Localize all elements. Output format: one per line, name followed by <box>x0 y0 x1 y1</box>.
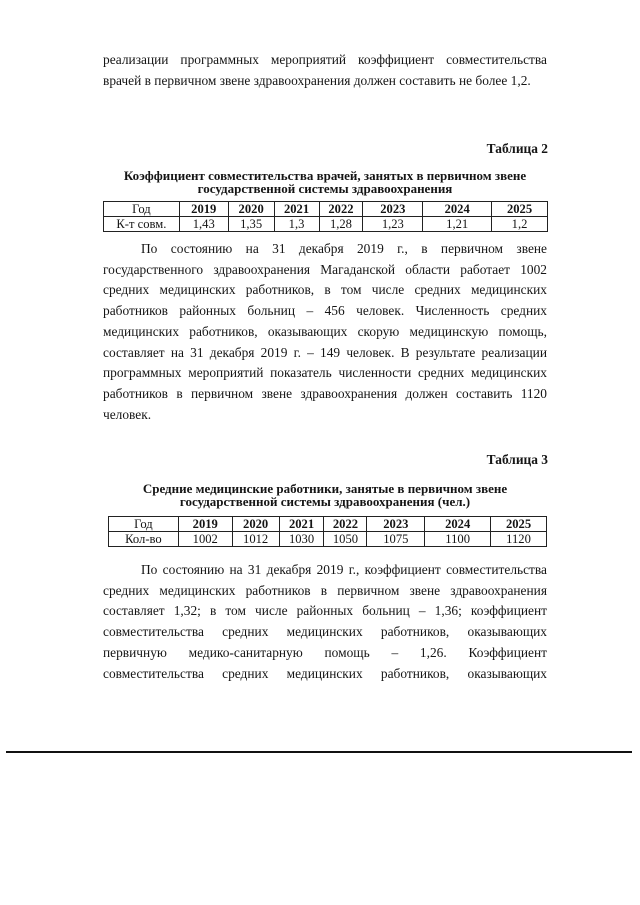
table3-value: 1120 <box>491 532 547 547</box>
table3-year: 2023 <box>367 517 425 532</box>
table3-caption-line2: государственной системы здравоохранения (чел.) <box>179 494 471 509</box>
table3-year: 2020 <box>232 517 279 532</box>
table2-year: 2024 <box>423 202 492 217</box>
table2-caption-line2: государственной системы здравоохранения <box>197 181 453 196</box>
table3-value: 1075 <box>367 532 425 547</box>
table2-year: 2023 <box>363 202 423 217</box>
table3-value: 1012 <box>232 532 279 547</box>
table3-year: 2022 <box>324 517 367 532</box>
table3-label: Таблица 3 <box>486 452 548 467</box>
table3-value: 1100 <box>425 532 491 547</box>
table3-year: 2019 <box>178 517 232 532</box>
table2 <box>103 201 548 232</box>
table2-row-label: К-т совм. <box>104 217 180 232</box>
table2-value: 1,21 <box>423 217 492 232</box>
table3-header-row <box>109 517 547 532</box>
table2-value: 1,2 <box>492 217 548 232</box>
table3 <box>108 516 547 547</box>
table2-value: 1,35 <box>228 217 274 232</box>
table3-value: 1030 <box>279 532 324 547</box>
table2-caption-line1: Коэффициент совместительства врачей, занятых в первичном звене <box>123 168 527 183</box>
table3-value: 1002 <box>178 532 232 547</box>
table2-header-row <box>104 202 548 217</box>
table2-year: 2019 <box>179 202 228 217</box>
table3-year: 2024 <box>425 517 491 532</box>
table3-value-row <box>109 532 547 547</box>
table2-value: 1,3 <box>274 217 319 232</box>
table3-caption-line1: Средние медицинские работники, занятые в первичном звене <box>142 481 508 496</box>
table2-header-label: Год <box>104 202 180 217</box>
table2-year: 2021 <box>274 202 319 217</box>
table2-label: Таблица 2 <box>486 141 548 156</box>
table3-value: 1050 <box>324 532 367 547</box>
table3-year: 2021 <box>279 517 324 532</box>
table3-row-label: Кол-во <box>109 532 179 547</box>
page-bottom-rule <box>6 751 632 753</box>
table3-year: 2025 <box>491 517 547 532</box>
intro-paragraph: реализации программных мероприятий коэффициент совместительства врачей в первичном звене здравоохранения должен составить не более 1,2. <box>103 52 547 88</box>
table3-caption <box>95 482 555 508</box>
paragraph2: По состоянию на 31 декабря 2019 г., в первичном звене государственного здравоохранения Магаданской области работает 1002 средних медицинских работников, в том числе средних медицинских работников районных больниц – 456 человек. Численность средних медицинских работников, оказывающих скорую медицинскую помощь, составляет на 31 декабря 2019 г. – 149 человек. В результате реализации программных мероприятий показатель численности средних медицинских работников в первичном звене здравоохранения должен составить 1120 человек. <box>103 241 547 422</box>
table2-year: 2022 <box>319 202 363 217</box>
table3-header-label: Год <box>109 517 179 532</box>
paragraph3: По состоянию на 31 декабря 2019 г., коэффициент совместительства средних медицинских работников в первичном звене здравоохранения составляет 1,32; в том числе районных больниц – 1,36; коэффициент совместительства средних медицинских работников, оказывающих первичную медико-санитарную помощь – 1,26. Коэффициент совместительства средних медицинских работников, оказывающих <box>103 562 547 681</box>
table2-value: 1,23 <box>363 217 423 232</box>
table2-caption <box>95 169 555 195</box>
table2-value: 1,28 <box>319 217 363 232</box>
table2-year: 2025 <box>492 202 548 217</box>
table2-value-row <box>104 217 548 232</box>
table2-year: 2020 <box>228 202 274 217</box>
table2-value: 1,43 <box>179 217 228 232</box>
